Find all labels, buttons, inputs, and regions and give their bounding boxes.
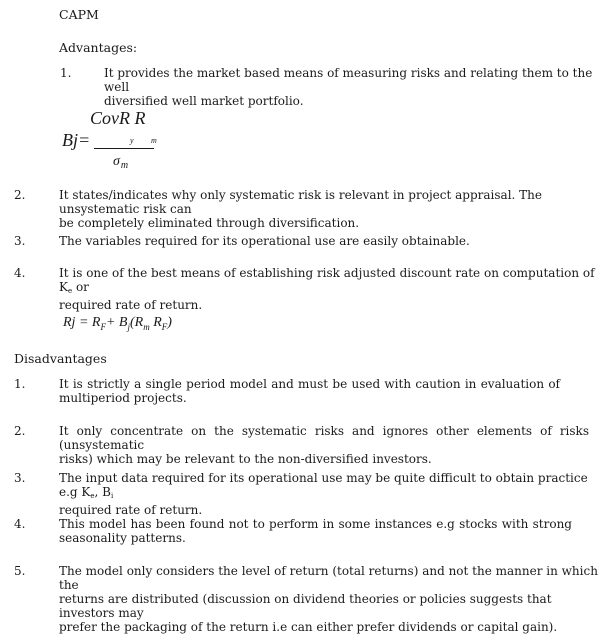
formula-beta-sub-m: m <box>151 136 157 145</box>
advantage-3-text: The variables required for its operational use are easily obtainable. <box>59 234 470 248</box>
advantage-4-text <box>59 266 599 312</box>
advantage-1-line-1: It provides the market based means of measuring risks and relating them to the well <box>104 66 593 94</box>
advantage-2-line-2: be completely eliminated through diversification. <box>59 216 360 230</box>
disadvantage-1-text <box>59 377 560 405</box>
advantage-1-number: 1. <box>60 66 72 80</box>
disadvantage-4-line-2: seasonality patterns. <box>59 531 186 545</box>
advantage-2-number: 2. <box>14 188 26 202</box>
disadvantage-5-text <box>59 564 599 634</box>
disadvantage-3-number: 3. <box>14 471 26 485</box>
disadvantage-1-line-1: It is strictly a single period model and must be used with caution in evaluation of <box>59 377 560 391</box>
formula-beta-fraction-line <box>94 148 154 149</box>
disadvantage-2-text <box>59 424 589 466</box>
advantage-4-number: 4. <box>14 266 26 280</box>
disadvantage-2-line-2: risks) which may be relevant to the non-diversified investors. <box>59 452 432 466</box>
formula-beta-lhs: Bj= <box>62 130 91 150</box>
formula-beta-sub-y: y <box>130 136 134 145</box>
advantage-4-line-1: It is one of the best means of establishing risk adjusted discount rate on computation of Ke or <box>59 266 595 295</box>
disadvantage-5-line-3: prefer the packaging of the return i.e can either prefer dividends or capital gain). <box>59 620 558 634</box>
formula-beta-sigma-sub: m <box>120 160 129 171</box>
advantage-2-text <box>59 188 599 230</box>
formula-beta-sigma: σ <box>113 154 120 169</box>
disadvantage-4-line-1: This model has been found not to perform in some instances e.g stocks with strong <box>59 517 572 531</box>
disadvantage-3-text <box>59 471 599 517</box>
advantage-2-line-1: It states/indicates why only systematic risk is relevant in project appraisal. The unsystematic risk can <box>59 188 542 216</box>
advantage-3-number: 3. <box>14 234 26 248</box>
advantages-heading: Advantages: <box>59 40 138 55</box>
disadvantage-5-line-2: returns are distributed (discussion on dividend theories or policies suggests that investors may <box>59 592 552 620</box>
formula-capm: $Rj = R_F+ B_j(R_m$ $R_F$) <box>63 315 172 332</box>
disadvantage-5-number: 5. <box>14 564 26 578</box>
disadvantage-3-line-2: required rate of return. <box>59 503 203 517</box>
formula-beta-denominator <box>113 155 128 173</box>
disadvantage-2-line-1: It only concentrate on the systematic risks and ignores other elements of risks (unsystematic <box>59 424 589 452</box>
disadvantage-3-line-1: The input data required for its operational use may be quite difficult to obtain practice e.g Ke, Bi <box>59 471 588 500</box>
advantage-4-line-2: required rate of return. <box>59 298 203 312</box>
advantage-1-text <box>104 66 594 108</box>
disadvantage-4-number: 4. <box>14 517 26 531</box>
disadvantage-2-number: 2. <box>14 424 26 438</box>
advantage-1-line-2: diversified well market portfolio. <box>104 94 304 108</box>
disadvantage-5-line-1: The model only considers the level of return (total returns) and not the manner in which the <box>59 564 598 592</box>
page-title: CAPM <box>59 7 99 22</box>
formula-beta-numerator: CovR R <box>90 108 146 128</box>
disadvantage-1-line-2: multiperiod projects. <box>59 391 187 405</box>
disadvantages-heading: Disadvantages <box>14 351 107 366</box>
disadvantage-1-number: 1. <box>14 377 26 391</box>
disadvantage-4-text <box>59 517 572 545</box>
